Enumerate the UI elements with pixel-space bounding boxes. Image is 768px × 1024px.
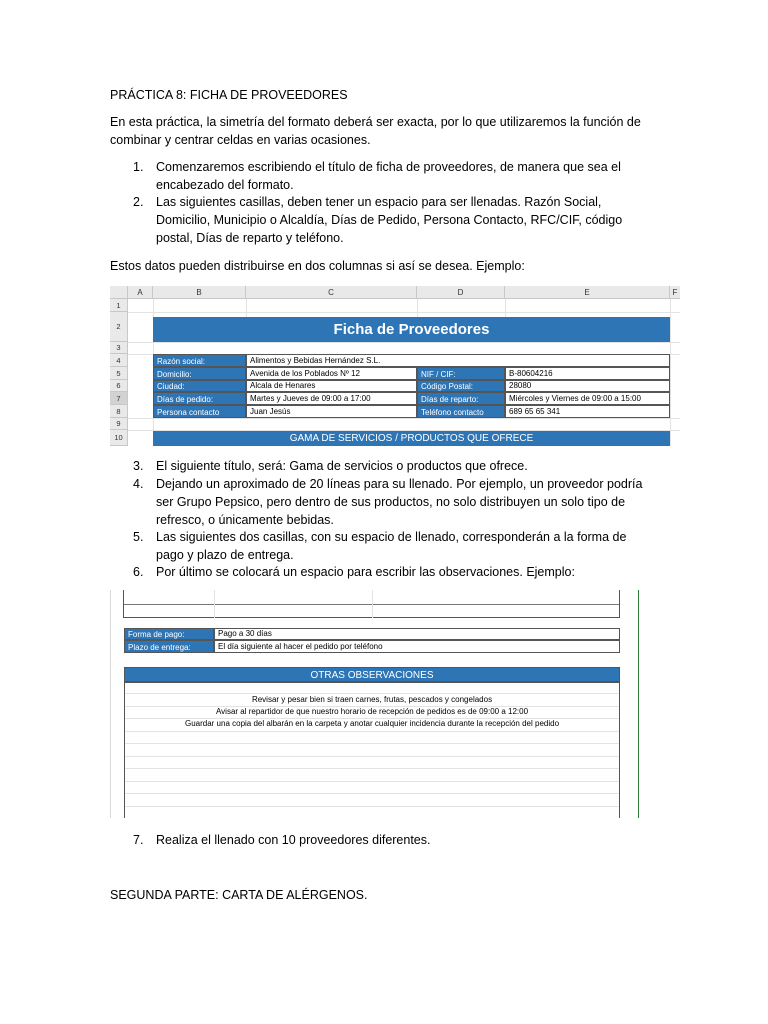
list-number: 7. (133, 833, 144, 847)
window-edge (638, 590, 639, 818)
field-value-persona-contacto[interactable]: Juan Jesús (246, 405, 417, 418)
row-header[interactable]: 2 (110, 312, 128, 342)
column-header-a[interactable]: A (128, 286, 153, 299)
column-header-d[interactable]: D (417, 286, 505, 299)
spreadsheet-observations (110, 590, 640, 818)
column-header-f[interactable]: F (670, 286, 680, 299)
gridline (110, 590, 111, 818)
list-text: Las siguientes casillas, deben tener un espacio para ser llenadas. Razón Social, Domicilio, Municipio o Alcaldía, Días de Pedido, Persona Contacto, RFC/CIF, código postal, Días de reparto y teléfono. (156, 195, 623, 245)
row-header[interactable]: 6 (110, 380, 128, 392)
list-text: Las siguientes dos casillas, con su espacio de llenado, corresponderán a la forma de pago y plazo de entrega. (156, 530, 627, 562)
practice-title: PRÁCTICA 8: FICHA DE PROVEEDORES (110, 88, 348, 102)
field-value-nif[interactable]: B-80604216 (505, 367, 670, 380)
gridline (125, 793, 619, 794)
observation-line[interactable]: Guardar una copia del albarán en la carpeta y anotar cualquier incidencia durante la recepción del pedido (184, 719, 560, 728)
select-all-corner[interactable] (110, 286, 128, 299)
list-text: El siguiente título, será: Gama de servicios o productos que ofrece. (156, 459, 528, 473)
second-part-title: SEGUNDA PARTE: CARTA DE ALÉRGENOS. (110, 888, 368, 902)
list-number: 1. (133, 160, 144, 174)
intro-paragraph: En esta práctica, la simetría del formato deberá ser exacta, por lo que utilizaremos la función de combinar y centrar celdas en varias ocasiones. (110, 115, 641, 147)
gridline (372, 590, 373, 618)
field-value-razon-social[interactable]: Alimentos y Bebidas Hernández S.L. (246, 354, 670, 367)
field-label-codigo-postal[interactable]: Código Postal: (417, 380, 505, 392)
row-header[interactable]: 3 (110, 342, 128, 354)
row-header-selected[interactable]: 7 (110, 392, 128, 405)
field-label-razon-social[interactable]: Razón social: (153, 354, 246, 367)
gridline (125, 781, 619, 782)
gridline (128, 418, 680, 419)
gridline (125, 731, 619, 732)
row-header[interactable]: 10 (110, 430, 128, 446)
field-value-dias-reparto[interactable]: Miércoles y Viernes de 09:00 a 15:00 (505, 392, 670, 405)
gridline (128, 342, 680, 343)
field-label-dias-pedido[interactable]: Días de pedido: (153, 392, 246, 405)
observation-line[interactable]: Avisar al repartidor de que nuestro horario de recepción de pedidos es de 09:00 a 12:00 (215, 707, 529, 716)
gridline (125, 743, 619, 744)
column-header-c[interactable]: C (246, 286, 417, 299)
row-header[interactable]: 9 (110, 418, 128, 430)
list-text: Por último se colocará un espacio para escribir las observaciones. Ejemplo: (156, 565, 575, 579)
field-label-persona-contacto[interactable]: Persona contacto (153, 405, 246, 418)
gridline (670, 299, 671, 446)
list-number: 4. (133, 477, 144, 491)
row-header[interactable]: 1 (110, 299, 128, 312)
observation-line[interactable]: Revisar y pesar bien si traen carnes, frutas, pescados y congelados (251, 695, 493, 704)
gridline (214, 590, 215, 618)
gridline (505, 299, 506, 317)
field-value-domicilio[interactable]: Avenida de los Poblados Nº 12 (246, 367, 417, 380)
field-label-dias-reparto[interactable]: Días de reparto: (417, 392, 505, 405)
spreadsheet-supplier-form (110, 286, 680, 446)
field-label-nif[interactable]: NIF / CIF: (417, 367, 505, 380)
list-number: 6. (133, 565, 144, 579)
field-value-plazo-entrega[interactable]: El día siguiente al hacer el pedido por teléfono (214, 640, 620, 653)
field-value-ciudad[interactable]: Alcala de Henares (246, 380, 417, 392)
field-label-domicilio[interactable]: Domicilio: (153, 367, 246, 380)
field-label-forma-pago[interactable]: Forma de pago: (124, 628, 214, 640)
list-number: 3. (133, 459, 144, 473)
row-header[interactable]: 5 (110, 367, 128, 380)
field-value-codigo-postal[interactable]: 28080 (505, 380, 670, 392)
list-text: Realiza el llenado con 10 proveedores diferentes. (156, 833, 431, 847)
row-header[interactable]: 8 (110, 405, 128, 418)
gridline (128, 312, 680, 313)
observations-header-banner[interactable]: OTRAS OBSERVACIONES (124, 667, 620, 682)
services-header-banner[interactable]: GAMA DE SERVICIOS / PRODUCTOS QUE OFRECE (153, 431, 670, 446)
list-text: Comenzaremos escribiendo el título de ficha de proveedores, de manera que sea el encabezado del formato. (156, 160, 621, 192)
field-value-forma-pago[interactable]: Pago a 30 días (214, 628, 620, 640)
field-value-dias-pedido[interactable]: Martes y Jueves de 09:00 a 17:00 (246, 392, 417, 405)
list-number: 2. (133, 195, 144, 209)
gridline (125, 756, 619, 757)
list-number: 5. (133, 530, 144, 544)
row-header[interactable]: 4 (110, 354, 128, 367)
gridline (125, 768, 619, 769)
gridline (246, 299, 247, 317)
gridline (417, 299, 418, 317)
field-label-plazo-entrega[interactable]: Plazo de entrega: (124, 640, 214, 653)
field-label-ciudad[interactable]: Ciudad: (153, 380, 246, 392)
column-header-e[interactable]: E (505, 286, 670, 299)
gridline (125, 806, 619, 807)
form-title-banner[interactable]: Ficha de Proveedores (153, 317, 670, 342)
example-paragraph: Estos datos pueden distribuirse en dos columnas si así se desea. Ejemplo: (110, 259, 525, 273)
list-text: Dejando un aproximado de 20 líneas para su llenado. Por ejemplo, un proveedor podría ser Grupo Pepsico, pero dentro de sus productos, no solo distribuyen un solo tipo de refresco, o únicamente bebidas. (156, 477, 643, 527)
field-label-telefono[interactable]: Teléfono contacto (417, 405, 505, 418)
field-value-telefono[interactable]: 689 65 65 341 (505, 405, 670, 418)
column-header-b[interactable]: B (153, 286, 246, 299)
